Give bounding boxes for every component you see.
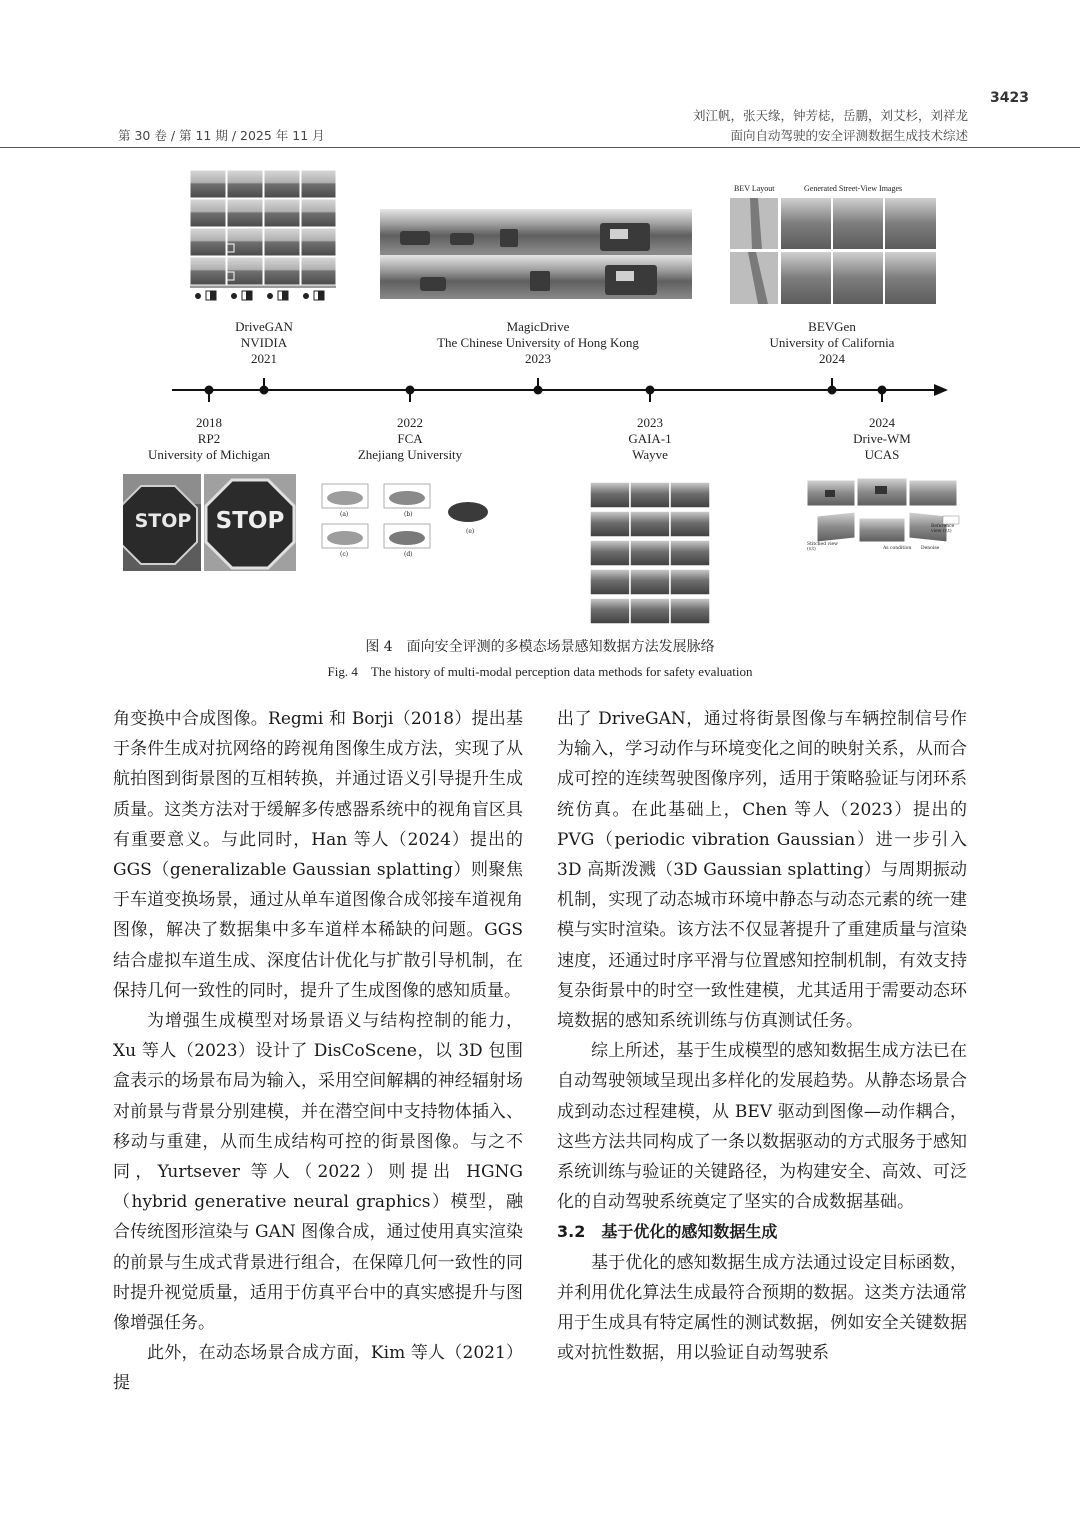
rp2-stop-text-2: STOP <box>215 508 285 534</box>
journal-info: 第 30 卷 / 第 11 期 / 2025 年 11 月 <box>118 128 325 143</box>
section-heading-3-2: 3.2 基于优化的感知数据生成 <box>557 1222 778 1242</box>
fca-car-renders <box>320 482 490 562</box>
gaia1-frame-grid <box>590 482 710 624</box>
figure-caption-cn: 图 4 面向安全评测的多模态场景感知数据方法发展脉络 <box>365 639 715 655</box>
node-bevgen-name: BEVGen <box>808 319 856 334</box>
node-fca-org: Zhejiang University <box>357 447 463 462</box>
bevgen-image-grid <box>730 198 936 304</box>
node-drivegan-year: 2021 <box>251 351 277 366</box>
header-paper-title: 面向自动驾驶的安全评测数据生成技术综述 <box>730 128 968 143</box>
node-magicdrive <box>398 319 678 367</box>
timeline-dot-rp2 <box>205 386 214 395</box>
node-bevgen <box>732 319 932 367</box>
fca-label-b: (b) <box>404 511 413 518</box>
fca-label-e: (e) <box>466 528 475 535</box>
left-paragraph-2: 为增强生成模型对场景语义与结构控制的能力，Xu 等人（2023）设计了 DisCoScene，以 3D 包围盒表示的场景布局为输入，采用空间解耦的神经辐射场对前景与背景分别建模，并在潜空间中支持物体插入、移动与重建，从而生成结构可控的街景图像。与之不同，Yurtsever 等人（2022）则提出 HGNG（hybrid generative neural graphics）模型，融合传统图形渲染与 GAN 图像合成，通过使用真实渲染的前景与生成式背景进行组合，在保障几何一致性的同时提升视觉质量，适用于仿真平台中的真实感提升与图像增强任务。 <box>113 1011 523 1334</box>
node-gaia1 <box>590 415 710 463</box>
right-column <box>557 704 967 1368</box>
node-bevgen-year: 2024 <box>819 351 845 366</box>
right-paragraph-1: 出了 DriveGAN，通过将街景图像与车辆控制信号作为输入，学习动作与环境变化之间的映射关系，从而合成可控的连续驾驶图像序列，适用于策略验证与闭环系统仿真。在此基础上，Chen 等人（2023）提出的 PVG（periodic vibration Gaussian）进一步引入 3D 高斯泼溅（3D Gaussian splatting）与周期振动机制，实现了动态城市环境中静态与动态元素的统一建模与实时渲染。该方法不仅显著提升了重建质量与渲染速度，还通过时序平滑与位置感知控制机制，有效支持复杂街景中的时空一致性建模，尤其适用于需要动态环境数据的感知系统训练与仿真测试任务。 <box>557 709 967 1032</box>
left-paragraph-1: 角变换中合成图像。Regmi 和 Borji（2018）提出基于条件生成对抗网络的跨视角图像生成方法，实现了从航拍图到街景图的互相转换，并通过语义引导提升生成质量。这类方法对于缓解多传感器系统中的视角盲区具有重要意义。与此同时，Han 等人（2024）提出的 GGS（generalizable Gaussian splatting）则聚焦于车道变换场景，通过从单车道图像合成邻接车道视角图像，解决了数据集中多车道样本稀缺的问题。GGS 结合虚拟车道生成、深度估计优化与扩散引导机制，在保持几何一致性的同时，提升了生成图像的感知质量。 <box>113 709 523 1001</box>
node-bevgen-org: University of California <box>769 335 895 350</box>
rp2-stop-text-1: STOP <box>134 510 192 532</box>
node-drivewm-name: Drive-WM <box>853 431 911 446</box>
header-authors: 刘江帆，张天缘，钟芳梽，岳鹏，刘艾杉，刘祥龙 <box>692 108 968 123</box>
node-drivegan <box>184 319 344 367</box>
gaia1-grid-graphic <box>590 482 710 624</box>
fca-label-d: (d) <box>404 551 413 558</box>
timeline-axis <box>0 370 1080 410</box>
node-drivewm-year: 2024 <box>869 415 895 430</box>
bevgen-generated-label: Generated Street-View Images <box>804 184 903 193</box>
right-paragraph-3: 基于优化的感知数据生成方法通过设定目标函数，并利用优化算法生成最符合预期的数据。这类方法通常用于生成具有特定属性的测试数据，例如安全关键数据或对抗性数据，用以验证自动驾驶系 <box>557 1252 967 1364</box>
bevgen-layout-label: BEV Layout <box>734 184 775 193</box>
page-number: 3423 <box>990 90 1029 106</box>
drivewm-denoise-label: Denoise <box>921 546 940 551</box>
left-column <box>113 704 523 1399</box>
drivewm-reference-label: Reference view (v,t) <box>931 524 955 534</box>
left-paragraph-3: 此外，在动态场景合成方面，Kim 等人（2021）提 <box>113 1343 523 1394</box>
node-gaia1-name: GAIA-1 <box>628 431 672 446</box>
fca-label-c: (c) <box>340 551 349 558</box>
node-drivewm-org: UCAS <box>864 447 900 462</box>
rp2-stop-sign-photo-1 <box>123 474 201 571</box>
node-rp2 <box>124 415 294 463</box>
magicdrive-image-strip <box>380 209 692 299</box>
fca-cars-graphic <box>320 482 490 562</box>
node-magicdrive-year: 2023 <box>525 351 551 366</box>
fca-label-a: (a) <box>340 511 349 518</box>
node-rp2-year: 2018 <box>196 415 222 430</box>
timeline-dot-gaia1 <box>646 386 655 395</box>
drivewm-stitched-label: Stitched view (v,t) <box>807 542 839 552</box>
node-gaia1-org: Wayve <box>632 447 668 462</box>
drivewm-condition-label: As condition <box>883 546 912 551</box>
node-rp2-org: University of Michigan <box>147 447 271 462</box>
node-magicdrive-org: The Chinese University of Hong Kong <box>437 335 639 350</box>
drivegan-image-grid <box>190 170 336 302</box>
node-gaia1-year: 2023 <box>637 415 663 430</box>
right-paragraph-2: 综上所述，基于生成模型的感知数据生成方法已在自动驾驶领域呈现出多样化的发展趋势。从静态场景合成到动态过程建模，从 BEV 驱动到图像—动作耦合，这些方法共同构成了一条以数据驱动的方式服务于感知系统训练与验证的关键路径，为构建安全、高效、可泛化的自动驾驶系统奠定了坚实的合成数据基础。 <box>557 1041 967 1213</box>
drivegan-grid-graphic <box>190 170 336 302</box>
node-fca <box>340 415 480 463</box>
timeline-dot-bevgen <box>828 386 837 395</box>
drivewm-composite <box>805 476 960 556</box>
node-drivewm <box>822 415 942 463</box>
figure-caption-en: Fig. 4 The history of multi-modal perception data methods for safety evaluation <box>327 664 753 679</box>
node-magicdrive-name: MagicDrive <box>506 319 570 334</box>
node-fca-name: FCA <box>397 431 423 446</box>
rp2-stop-sign-photo-2 <box>204 474 296 571</box>
timeline-dot-magicdrive <box>534 386 543 395</box>
magicdrive-strip-graphic <box>380 209 692 299</box>
bevgen-grid-graphic <box>730 198 936 304</box>
node-drivegan-org: NVIDIA <box>240 335 288 350</box>
node-rp2-name: RP2 <box>197 431 221 446</box>
node-fca-year: 2022 <box>397 415 423 430</box>
node-drivegan-name: DriveGAN <box>235 319 293 334</box>
timeline-dot-fca <box>406 386 415 395</box>
timeline-dot-drivewm <box>878 386 887 395</box>
timeline-dot-drivegan <box>260 386 269 395</box>
figure-4 <box>0 0 1080 690</box>
